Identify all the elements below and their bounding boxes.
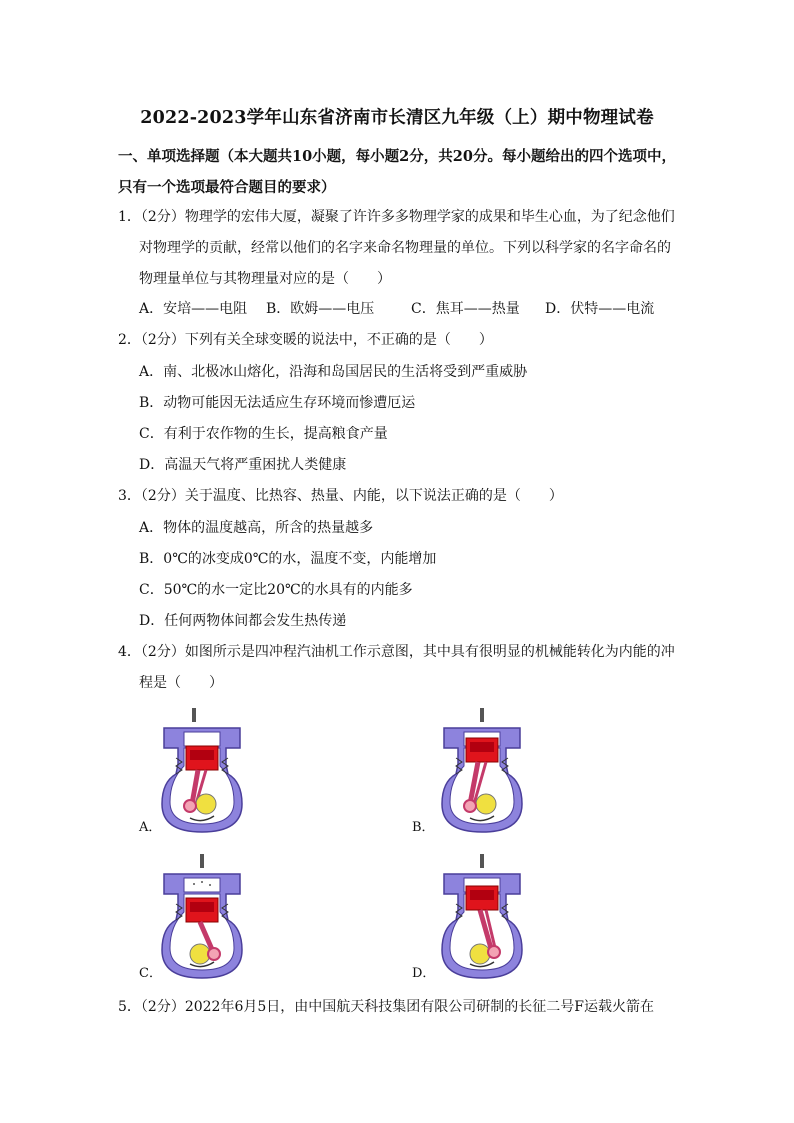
question-2-line1: 2．（2分）下列有关全球变暖的说法中，不正确的是（ ） — [118, 332, 493, 348]
question-2-option-b[interactable]: B．动物可能因无法适应生存环境而惨遭厄运 — [139, 395, 416, 411]
question-5-line1: 5．（2分）2022年6月5日，由中国航天科技集团有限公司研制的长征二号F运载火箭在 — [118, 999, 654, 1015]
engine-diagram-d[interactable] — [436, 854, 528, 982]
question-1-option-c[interactable]: C．焦耳——热量 — [411, 301, 520, 317]
question-3-option-a[interactable]: A．物体的温度越高，所含的热量越多 — [139, 520, 374, 536]
section-heading-line2: 只有一个选项最符合题目的要求） — [118, 179, 336, 196]
question-2-option-d[interactable]: D．高温天气将严重困扰人类健康 — [139, 457, 347, 473]
engine-b-body — [442, 708, 522, 832]
engine-a-body — [162, 708, 242, 832]
engine-label-c[interactable]: C． — [139, 966, 162, 981]
question-1-option-b[interactable]: B．欧姆——电压 — [266, 301, 375, 317]
section-heading — [118, 141, 678, 203]
engine-diagram-a[interactable] — [156, 708, 248, 836]
question-1-line3: 物理量单位与其物理量对应的是（ ） — [139, 271, 391, 287]
question-1-line2: 对物理学的贡献，经常以他们的名字来命名物理量的单位。下列以科学家的名字命名的 — [139, 240, 671, 256]
engine-label-b[interactable]: B． — [412, 820, 435, 835]
engine-label-a[interactable]: A． — [139, 820, 162, 835]
section-heading-line1: 一、单项选择题（本大题共10小题，每小题2分，共20分。每小题给出的四个选项中， — [118, 148, 676, 165]
page-title: 2022-2023学年山东省济南市长清区九年级（上）期中物理试卷 — [140, 108, 654, 128]
question-1-option-a[interactable]: A．安培——电阻 — [139, 301, 248, 317]
question-4 — [118, 637, 683, 699]
question-5 — [118, 992, 683, 1023]
engine-d-body — [442, 854, 522, 978]
question-1 — [118, 202, 683, 295]
question-2-option-c[interactable]: C．有利于农作物的生长，提高粮食产量 — [139, 426, 388, 442]
question-1-option-d[interactable]: D．伏特——电流 — [545, 301, 655, 317]
question-4-line1: 4．（2分）如图所示是四冲程汽油机工作示意图，其中具有很明显的机械能转化为内能的冲 — [118, 644, 675, 660]
question-2 — [118, 325, 683, 356]
question-3 — [118, 481, 683, 512]
question-3-option-d[interactable]: D．任何两物体间都会发生热传递 — [139, 613, 347, 629]
engine-diagram-b[interactable] — [436, 708, 528, 836]
question-2-option-a[interactable]: A．南、北极冰山熔化，沿海和岛国居民的生活将受到严重威胁 — [139, 364, 528, 380]
question-4-line2: 程是（ ） — [139, 675, 223, 691]
engine-diagram-c[interactable] — [156, 854, 248, 982]
question-3-option-c[interactable]: C．50℃的水一定比20℃的水具有的内能多 — [139, 582, 413, 598]
engine-c-body — [162, 854, 242, 978]
question-3-option-b[interactable]: B．0℃的冰变成0℃的水，温度不变，内能增加 — [139, 551, 437, 567]
engine-label-d[interactable]: D． — [412, 966, 436, 981]
question-1-line1: 1．（2分）物理学的宏伟大厦，凝聚了许许多多物理学家的成果和毕生心血，为了纪念他们 — [118, 209, 675, 225]
question-3-line1: 3．（2分）关于温度、比热容、热量、内能，以下说法正确的是（ ） — [118, 488, 563, 504]
